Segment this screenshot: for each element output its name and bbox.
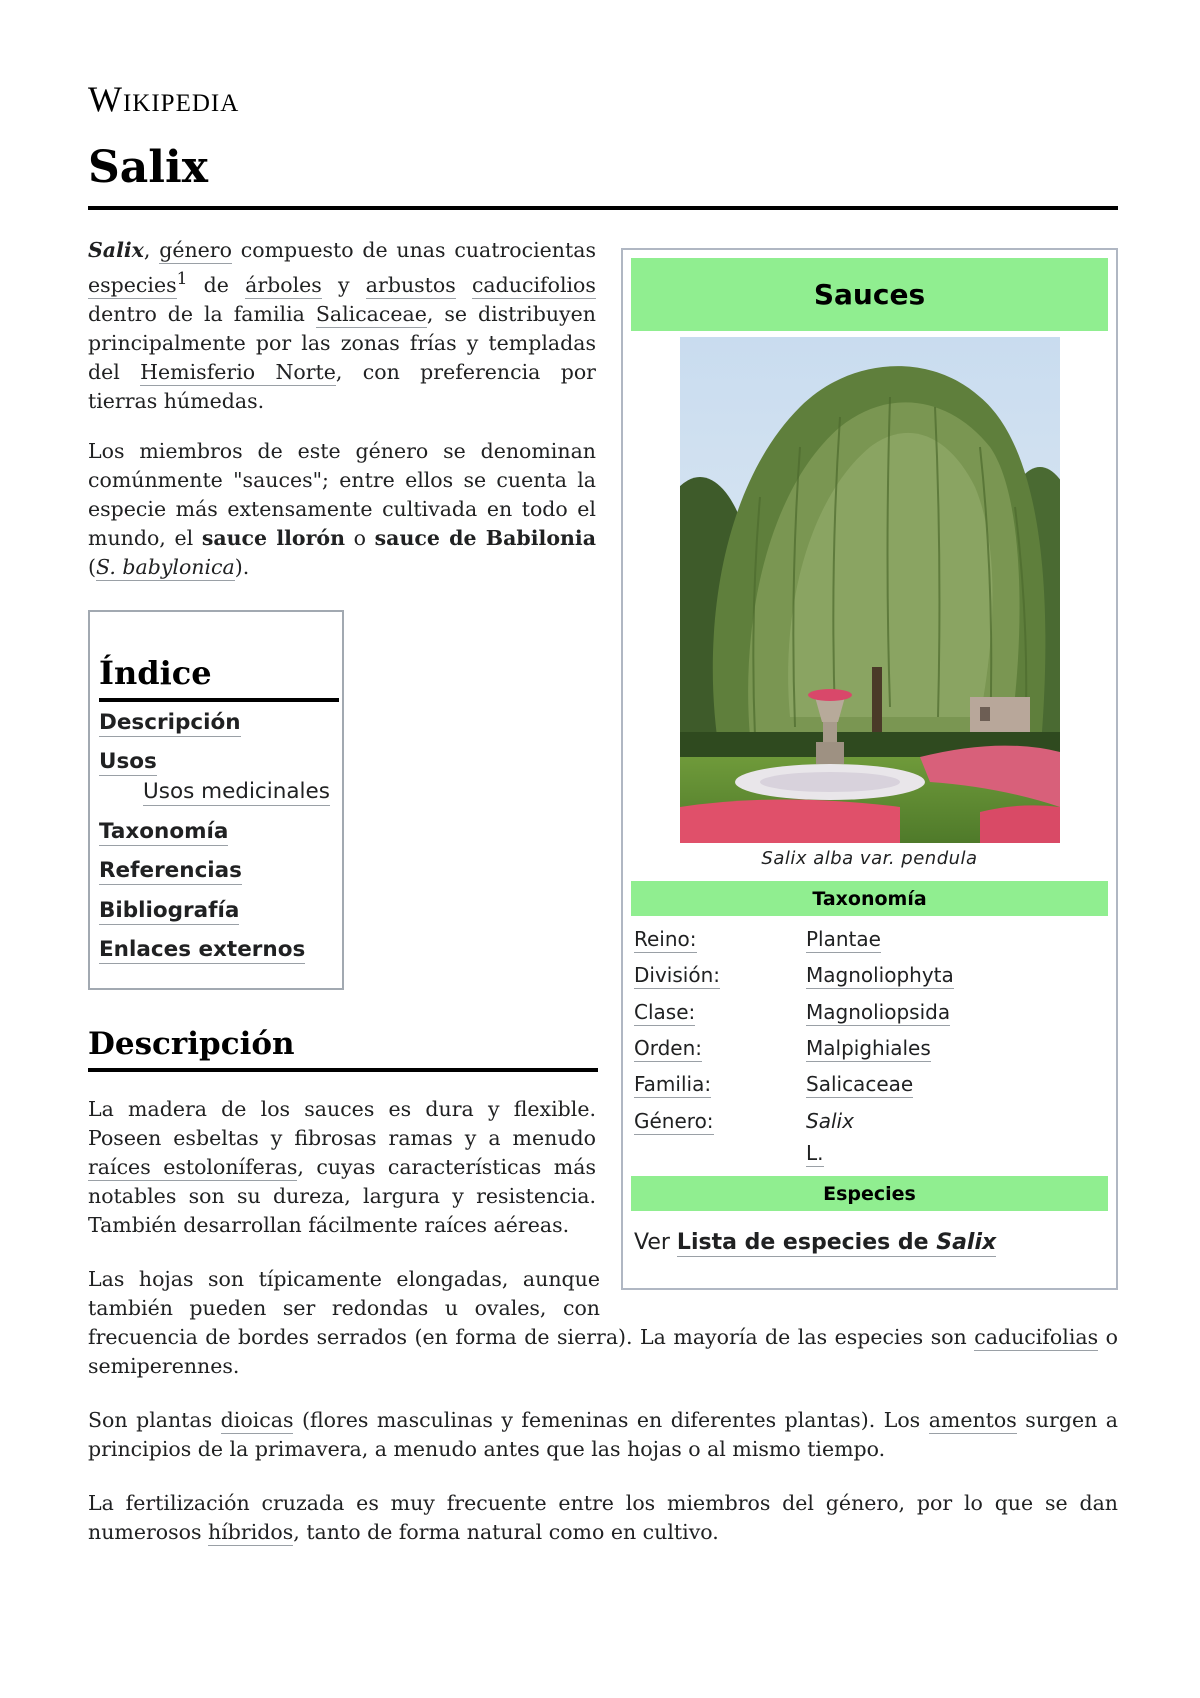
link-arboles[interactable]: árboles: [245, 272, 322, 297]
infobox-species-heading: Especies: [631, 1176, 1108, 1211]
toc-item-referencias[interactable]: Referencias: [99, 858, 242, 883]
link-lista-de-especies[interactable]: [677, 1230, 996, 1257]
text-fragment: dentro de la familia: [88, 301, 305, 326]
bold-term: sauce de Babilonia: [374, 526, 596, 550]
link-caducifolios[interactable]: caducifolios: [471, 272, 596, 297]
toc-item-usos[interactable]: Usos: [99, 749, 157, 774]
taxon-rank-reino[interactable]: Reino:: [634, 927, 697, 951]
descripcion-paragraph-3: [88, 1406, 1118, 1464]
intro-paragraph-1: [88, 236, 596, 416]
taxon-value-plantae[interactable]: Plantae: [806, 927, 881, 951]
text-fragment: La fertilización cruzada es muy frecuente entre los miembros del género, por lo que se dan numerosos: [88, 1491, 1118, 1544]
infobox-image-caption: Salix alba var. pendula: [761, 848, 978, 869]
infobox-title: Sauces: [631, 258, 1108, 331]
see-prefix: Ver: [634, 1230, 670, 1255]
text-fragment: compuesto de unas cuatrocientas: [240, 238, 596, 262]
taxon-rank-orden[interactable]: Orden:: [634, 1036, 703, 1060]
text-fragment: (: [88, 555, 96, 579]
table-of-contents: [88, 610, 344, 990]
link-hibridos[interactable]: híbridos: [208, 1520, 294, 1544]
descripcion-paragraph-4: [88, 1489, 1118, 1547]
text-fragment: , tanto de forma natural como en cultivo.: [293, 1520, 719, 1544]
text-fragment: Los miembros de este género se denominan comúnmente "sauces"; entre ellos se cuenta la especie más extensamente cultivada en todo el mundo, el: [88, 439, 596, 550]
taxon-rank-clase[interactable]: Clase:: [634, 1000, 696, 1024]
text-fragment: ,: [143, 238, 151, 262]
link-especies[interactable]: especies: [88, 272, 177, 297]
link-arbustos[interactable]: arbustos: [365, 272, 456, 297]
toc-item-usos-medicinales[interactable]: Usos medicinales: [143, 779, 330, 804]
taxon-value-magnoliophyta[interactable]: Magnoliophyta: [806, 963, 954, 987]
taxon-value-magnoliopsida[interactable]: Magnoliopsida: [806, 1000, 951, 1024]
toc-item-enlaces-externos[interactable]: Enlaces externos: [99, 937, 306, 962]
section-divider: [88, 1068, 598, 1072]
text-fragment: ).: [234, 555, 250, 579]
link-dioicas[interactable]: dioicas: [220, 1408, 294, 1432]
link-salicaceae[interactable]: Salicaceae: [315, 301, 427, 326]
taxon-value-malpighiales[interactable]: Malpighiales: [806, 1036, 931, 1060]
wikipedia-logo: Wikipedia: [88, 79, 240, 119]
link-hemisferio-norte[interactable]: Hemisferio Norte: [140, 359, 336, 384]
intro-paragraph-2: [88, 437, 596, 582]
link-text-italic: Salix: [936, 1230, 997, 1255]
descripcion-paragraph-1: [88, 1095, 596, 1240]
text-fragment: , con preferencia por tierras húmedas.: [88, 359, 596, 413]
toc-item-taxonomia[interactable]: Taxonomía: [99, 819, 229, 844]
text-fragment: de: [203, 272, 229, 297]
taxon-authority-link[interactable]: L.: [806, 1141, 824, 1165]
taxon-rank-familia[interactable]: Familia:: [634, 1072, 712, 1096]
species-list-line: [634, 1230, 996, 1255]
link-raices-estoloniferas[interactable]: raíces estoloníferas: [88, 1155, 298, 1179]
link-caducifolias[interactable]: caducifolias: [974, 1325, 1099, 1349]
link-genero[interactable]: género: [159, 238, 232, 262]
link-amentos[interactable]: amentos: [928, 1408, 1017, 1432]
toc-title: Índice: [99, 654, 212, 692]
taxon-value-salix: Salix: [806, 1109, 854, 1133]
toc-item-descripcion[interactable]: Descripción: [99, 710, 241, 735]
genus-name: Salix: [88, 238, 144, 262]
taxon-rank-division[interactable]: División:: [634, 963, 720, 987]
willow-tree-image[interactable]: [680, 337, 1060, 843]
text-fragment: (flores masculinas y femeninas en diferentes plantas). Los: [301, 1408, 921, 1432]
link-text: Lista de especies de: [676, 1230, 929, 1255]
text-fragment: o: [353, 526, 366, 550]
text-fragment: surgen a principios de la primavera, a menudo antes que las hojas o al mismo tiempo.: [88, 1408, 1118, 1461]
text-fragment: y: [338, 272, 350, 297]
text-fragment: La madera de los sauces es dura y flexible. Poseen esbeltas y fibrosas ramas y a menudo: [88, 1097, 596, 1150]
link-s-babylonica[interactable]: S. babylonica: [96, 555, 235, 579]
text-fragment: , se distribuyen principalmente por las zonas frías y templadas del: [88, 301, 596, 384]
text-fragment: Las hojas son típicamente elongadas, aunque también pueden ser redondas u ovales, con frecuencia de bordes serrados (en forma de sierra). La mayoría de las especies son: [88, 1267, 967, 1349]
toc-divider: [99, 698, 339, 702]
text-fragment: , cuyas características más notables son su dureza, largura y resistencia. También desarrollan fácilmente raíces aéreas.: [88, 1155, 596, 1237]
text-fragment: o semiperennes.: [88, 1325, 1118, 1378]
text-fragment: Son plantas: [88, 1408, 213, 1432]
reference-marker[interactable]: 1: [176, 269, 188, 289]
title-divider: [88, 206, 1118, 210]
taxon-value-salicaceae[interactable]: Salicaceae: [806, 1072, 914, 1096]
infobox-taxonomy-heading: Taxonomía: [631, 881, 1108, 916]
section-heading-descripcion: Descripción: [88, 1026, 295, 1062]
bold-term: sauce llorón: [201, 526, 345, 550]
taxon-rank-genero[interactable]: Género:: [634, 1109, 714, 1133]
toc-item-bibliografia[interactable]: Bibliografía: [99, 898, 240, 923]
infobox: [621, 248, 1118, 1290]
page-title: Salix: [88, 142, 208, 193]
